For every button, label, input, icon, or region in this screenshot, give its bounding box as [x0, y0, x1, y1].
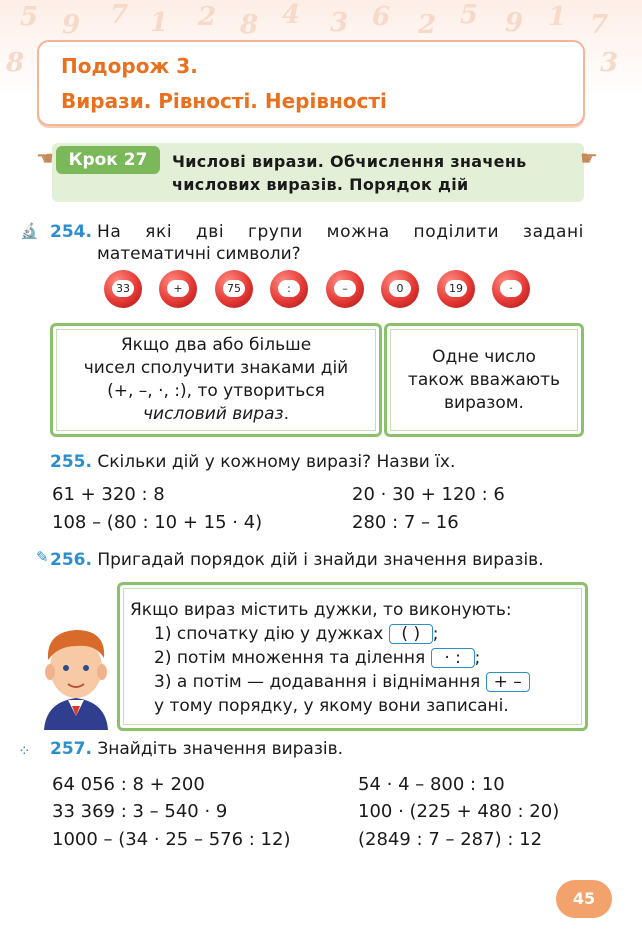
rule-box — [117, 582, 588, 731]
plus-minus-symbol-box: + – — [486, 672, 530, 692]
rule-line: Якщо вираз містить дужки, то виконують: — [130, 600, 512, 620]
hand-icon: ☚ — [36, 146, 54, 170]
brackets-symbol-box: ( ) — [389, 624, 433, 644]
step-title: Числові вирази. Обчислення значень числових виразів. Порядок дій — [172, 152, 527, 194]
microscope-icon: 🔬 — [20, 222, 39, 240]
expression: 33 369 : 3 – 540 · 9 — [52, 801, 228, 822]
expression: 100 · (225 + 480 : 20) — [358, 801, 560, 822]
expression: 1000 – (34 · 25 – 576 : 12) — [52, 829, 291, 850]
rule-line: 2) потім множення та ділення · : ; — [154, 648, 481, 668]
rule-line: 3) а потім — додавання і віднімання + – — [154, 671, 530, 693]
symbol-ball: 33 — [104, 270, 142, 308]
symbol-ball: : — [270, 270, 308, 308]
expression: 64 056 : 8 + 200 — [52, 774, 205, 795]
page-number: 45 — [556, 880, 612, 918]
symbol-ball: + — [159, 270, 197, 308]
dots-icon: ⁘ — [18, 742, 31, 760]
rule-line: у тому порядку, у якому вони записані. — [154, 696, 509, 716]
info-box-single-number: Одне число також вважають виразом. — [384, 323, 584, 437]
expression: 61 + 320 : 8 — [52, 484, 165, 505]
task-255: 255. Скільки дій у кожному виразі? Назви їх. — [50, 452, 456, 472]
symbol-ball: · — [492, 270, 530, 308]
chapter-title-box — [37, 40, 585, 126]
expression: 54 · 4 – 800 : 10 — [358, 774, 505, 795]
expression: 280 : 7 – 16 — [352, 512, 459, 533]
symbol-ball: 75 — [215, 270, 253, 308]
multiply-divide-symbol-box: · : — [431, 648, 475, 668]
rule-line: 1) спочатку дію у дужках ( ) ; — [154, 624, 439, 644]
task-256: 256. Пригадай порядок дій і знайди значення виразів. — [50, 550, 544, 570]
task-257: 257. Знайдіть значення виразів. — [50, 739, 344, 759]
chapter-subtitle: Вирази. Рівності. Нерівності — [61, 89, 387, 113]
boy-illustration — [36, 620, 116, 730]
task-254: 254. На які дві групи можна поділити задані математичні символи? — [50, 222, 584, 264]
symbol-ball: – — [326, 270, 364, 308]
expression: (2849 : 7 – 287) : 12 — [358, 829, 543, 850]
background-digits: 5 9 7 1 2 8 4 3 6 2 5 9 1 7 3 8 — [0, 0, 642, 95]
chapter-title: Подорож 3. — [61, 54, 198, 78]
symbol-ball: 19 — [437, 270, 475, 308]
pencil-icon: ✎ — [36, 548, 49, 566]
expression: 108 – (80 : 10 + 15 · 4) — [52, 512, 263, 533]
expression: 20 · 30 + 120 : 6 — [352, 484, 505, 505]
symbol-ball: 0 — [381, 270, 419, 308]
step-label: Крок 27 — [56, 146, 160, 174]
info-box-expression: Якщо два або більше чисел сполучити знаками дій (+, –, ·, :), то утвориться числовий вираз. — [50, 323, 382, 437]
hand-icon: ☛ — [580, 146, 598, 170]
